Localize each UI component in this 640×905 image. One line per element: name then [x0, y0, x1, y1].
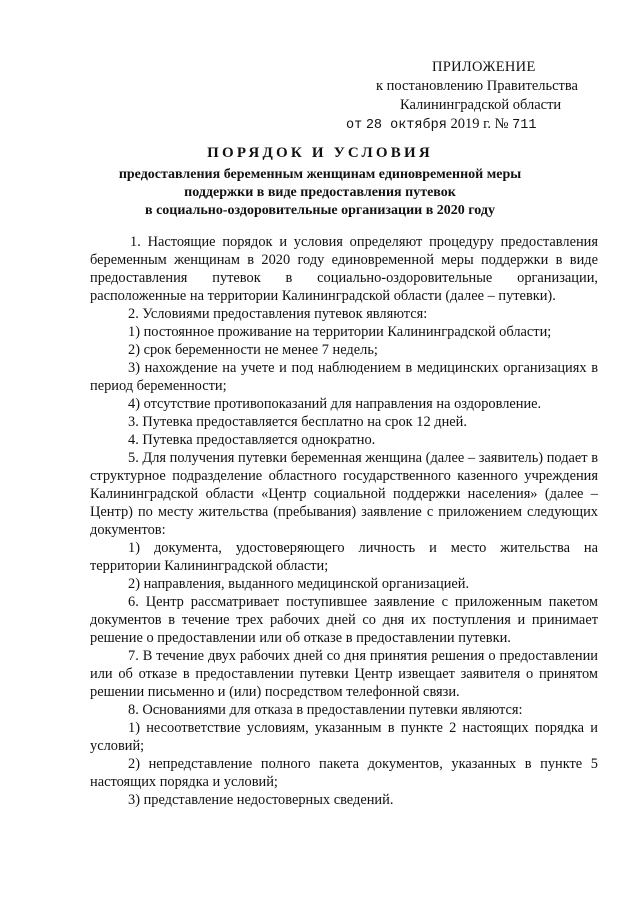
- paragraph-4: 4. Путевка предоставляется однократно.: [128, 432, 376, 448]
- paragraph-2: 2. Условиями предоставления путевок являются:: [128, 306, 428, 322]
- list-item: 2) срок беременности не менее 7 недель;: [128, 342, 378, 358]
- appendix-year: 2019 г. №: [450, 116, 509, 132]
- paragraph-8: 8. Основаниями для отказа в предоставлении путевки являются:: [128, 702, 523, 718]
- appendix-block: [340, 58, 600, 135]
- document-subtitle: [60, 166, 580, 220]
- subtitle-line: в социально-оздоровительные организации в 2020 году: [145, 203, 495, 218]
- appendix-number: 711: [512, 118, 537, 133]
- list-item: 2) непредставление полного пакета документов, указанных в пункте 5 настоящих порядка и условий;: [90, 756, 598, 790]
- paragraph-5: 5. Для получения путевки беременная женщина (далее – заявитель) подает в структурное подразделение областного государственного казенного учреждения Калининградской области «Центр социальной поддержки населения» (далее – Центр) по месту жительства (пребывания) заявление с приложением следующих документов:: [90, 450, 598, 538]
- paragraph-1: 1. Настоящие порядок и условия определяют процедуру предоставления беременным женщинам в 2020 году единовременной меры поддержки в виде предоставления путевок в социально-оздоровительные организации, расположенные на территории Калининградской области (далее – путевки).: [90, 234, 598, 304]
- list-item: 2) направления, выданного медицинской организацией.: [128, 576, 470, 592]
- appendix-resolution-line: к постановлению Правительства: [376, 78, 578, 94]
- paragraph-6: 6. Центр рассматривает поступившее заявление с приложенным пакетом документов в течение трех рабочих дней со дня их поступления и принимает решение о предоставлении или об отказе в предоставлении путевки.: [90, 594, 598, 646]
- list-item: 1) документа, удостоверяющего личность и место жительства на территории Калининградской области;: [90, 540, 598, 574]
- appendix-title: ПРИЛОЖЕНИЕ: [432, 59, 536, 75]
- subtitle-line: поддержки в виде предоставления путевок: [184, 185, 456, 200]
- paragraph-3: 3. Путевка предоставляется бесплатно на срок 12 дней.: [128, 414, 467, 430]
- appendix-date: 28 октября: [365, 118, 447, 133]
- appendix-date-prefix: от: [346, 118, 363, 133]
- paragraph-7: 7. В течение двух рабочих дней со дня принятия решения о предоставлении или об отказе в предоставлении путевки Центр извещает заявителя о принятом решении письменно и (или) посредством телефонной связи.: [90, 648, 598, 700]
- list-item: 4) отсутствие противопоказаний для направления на оздоровление.: [128, 396, 542, 412]
- list-item: 1) постоянное проживание на территории Калининградской области;: [128, 324, 552, 340]
- appendix-date-line: [340, 115, 600, 135]
- appendix-region-line: Калининградской области: [400, 97, 562, 113]
- list-item: 1) несоответствие условиям, указанным в пункте 2 настоящих порядка и условий;: [90, 720, 598, 754]
- list-item: 3) представление недостоверных сведений.: [128, 792, 394, 808]
- document-body: [90, 233, 598, 809]
- subtitle-line: предоставления беременным женщинам единовременной меры: [118, 167, 522, 182]
- list-item: 3) нахождение на учете и под наблюдением в медицинских организациях в период беременности;: [90, 360, 598, 394]
- document-title: ПОРЯДОК И УСЛОВИЯ: [207, 145, 433, 161]
